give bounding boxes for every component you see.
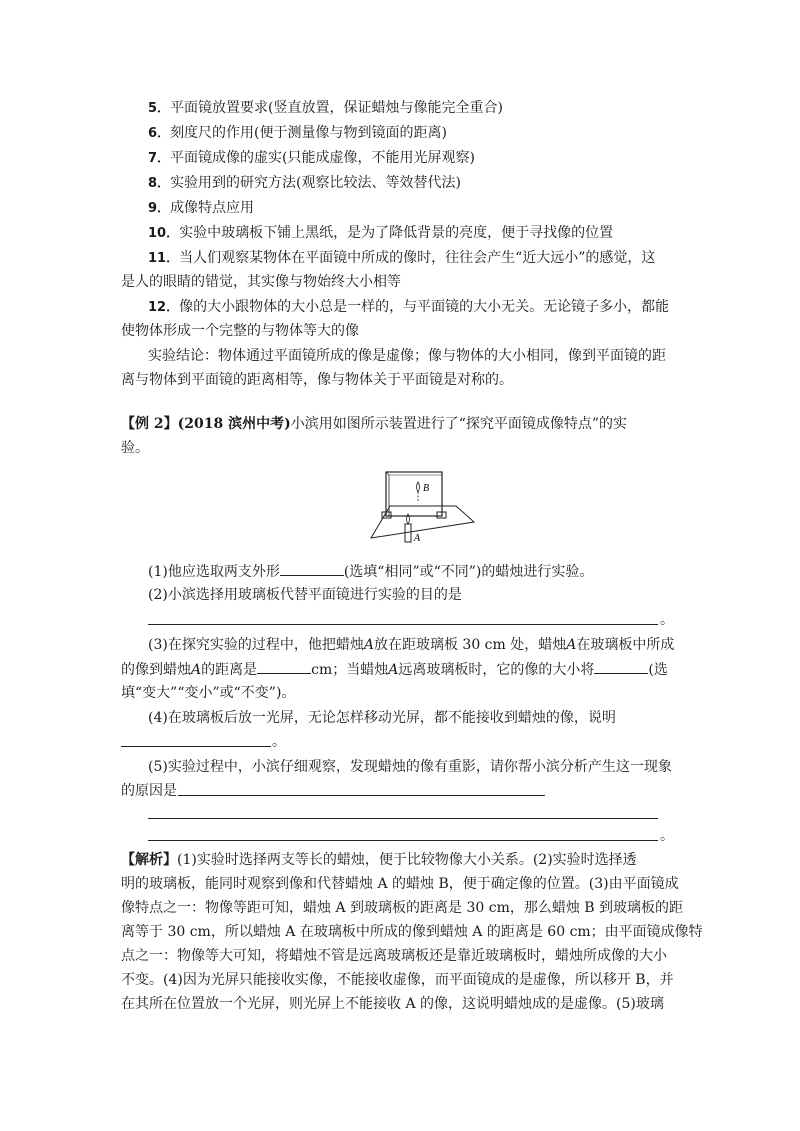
label-b: B [423,483,430,494]
analysis-line-5: 点之一：物像等大可知，将蜡烛不管是远离玻璃板还是靠近玻璃板时，蜡烛所成像的大小 [121,948,667,964]
item-9: 9．成像特点应用 [148,200,255,216]
question-5-cont: 的原因是 [121,783,177,799]
answer-blank-1[interactable] [280,561,344,576]
item-5: 5．平面镜放置要求(竖直放置，保证蜡烛与像能完全重合) [148,100,503,116]
item-11: 11．当人们观察某物体在平面镜中所成的像时，往往会产生“近大远小”的感觉，这 [148,250,656,266]
candle-b-flame [417,482,420,492]
question-1: (1)他应选取两支外形 (选填“相同”或“不同”)的蜡烛进行实验。 [148,561,593,582]
example-heading-cont: 验。 [121,440,149,456]
analysis-line-4: 离等于 30 cm，所以蜡烛 A 在玻璃板中所成的像到蜡烛 A 的距离是 60 cm；由平面镜成像特 [121,924,703,940]
analysis-line-7: 在其所在位置放一个光屏，则光屏上不能接收 A 的像，这说明蜡烛成的是虚像。(5)玻璃 [121,996,664,1012]
question-3-cont: 的像到蜡烛A的距离是 cm；当蜡烛A远离玻璃板时，它的像的大小将 (选 [121,659,668,680]
mirror-experiment-figure [370,466,478,552]
answer-line-5a[interactable] [178,795,545,796]
item-11-cont: 是人的眼睛的错觉，其实像与物始终大小相等 [121,274,401,290]
analysis-line-2: 明的玻璃板，能同时观察到像和代替蜡烛 A 的蜡烛 B，便于确定像的位置。(3)由平面镜成 [121,876,679,892]
analysis-line-3: 像特点之一：物像等距可知，蜡烛 A 到玻璃板的距离是 30 cm，那么蜡烛 B 到玻璃板的距 [121,900,684,916]
answer-line-4[interactable] [121,746,271,747]
item-6: 6．刻度尺的作用(便于测量像与物到镜面的距离) [148,125,447,141]
question-2: (2)小滨选择用玻璃板代替平面镜进行实验的目的是 [148,587,462,603]
answer-line-5c[interactable] [148,840,658,841]
answer-blank-3b[interactable] [594,659,648,674]
q4-period: 。 [272,734,286,750]
answer-line-2[interactable] [148,624,658,625]
glass-plate [386,472,442,516]
item-12: 12．像的大小跟物体的大小总是一样的，与平面镜的大小无关。无论镜子多小，都能 [148,299,670,315]
question-3-cont-2: 填“变大”“变小”或“不变”)。 [121,685,296,701]
answer-line-5b[interactable] [148,818,658,819]
label-a: A [414,533,421,544]
item-10: 10．实验中玻璃板下铺上黑纸，是为了降低背景的亮度，便于寻找像的位置 [148,225,614,241]
item-8: 8．实验用到的研究方法(观察比较法、等效替代法) [148,175,461,191]
item-7: 7．平面镜成像的虚实(只能成虚像，不能用光屏观察) [148,150,475,166]
q2-period: 。 [660,612,674,628]
conclusion-line-2: 离与物体到平面镜的距离相等，像与物体关于平面镜是对称的。 [121,372,513,388]
example-heading: 【例 2】(2018 滨州中考)小滨用如图所示装置进行了“探究平面镜成像特点”的实 [121,416,628,432]
analysis-line-1: 【解析】(1)实验时选择两支等长的蜡烛，便于比较物像大小关系。(2)实验时选择透 [121,852,637,868]
answer-blank-3a[interactable] [257,659,311,674]
analysis-line-6: 不变。(4)因为光屏只能接收实像，不能接收虚像，而平面镜成的是虚像，所以移开 B，并 [121,972,674,988]
item-12-cont: 使物体形成一个完整的与物体等大的像 [121,323,359,339]
question-5: (5)实验过程中，小滨仔细观察，发现蜡烛的像有重影，请你帮小滨分析产生这一现象 [148,759,672,775]
conclusion-line-1: 实验结论：物体通过平面镜所成的像是虚像；像与物体的大小相同，像到平面镜的距 [148,348,666,364]
question-4: (4)在玻璃板后放一光屏，无论怎样移动光屏，都不能接收到蜡烛的像，说明 [148,710,616,726]
question-3: (3)在探究实验的过程中，他把蜡烛A放在距玻璃板 30 cm 处，蜡烛A在玻璃板中所成 [148,637,675,653]
q5-period: 。 [660,828,674,844]
